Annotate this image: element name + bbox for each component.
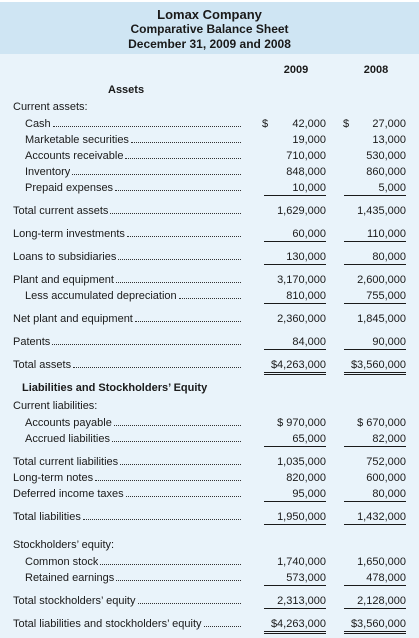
- dot-leader: [114, 425, 241, 426]
- table-row: [0, 617, 419, 633]
- value-2009: 84,000: [264, 335, 326, 350]
- table-row: [0, 149, 419, 165]
- row-label: Total liabilities: [13, 511, 81, 523]
- dot-leader: [179, 298, 241, 299]
- statement-header: [0, 2, 419, 54]
- table-row: [0, 273, 419, 289]
- value-2009: 19,000: [292, 134, 326, 146]
- dot-leader: [116, 580, 241, 581]
- value-2009: 1,950,000: [264, 510, 326, 525]
- row-label: Accrued liabilities: [25, 433, 110, 445]
- dot-leader: [115, 190, 241, 191]
- column-header-2009: 2009: [283, 64, 309, 76]
- dollar-sign: $: [343, 118, 350, 130]
- table-row: [0, 227, 419, 243]
- row-label: Plant and equipment: [13, 274, 114, 286]
- equity-heading: Stockholders’ equity:: [13, 539, 115, 551]
- table-row: [0, 289, 419, 305]
- company-name: Lomax Company: [157, 7, 262, 22]
- table-row: [0, 455, 419, 471]
- value-2009: $ 970,000: [277, 417, 326, 429]
- row-label: Retained earnings: [25, 572, 115, 584]
- row-label: Patents: [13, 336, 51, 348]
- statement-body: [0, 54, 419, 638]
- table-row: [0, 487, 419, 503]
- value-2009: 130,000: [264, 250, 326, 265]
- row-label: Long-term investments: [13, 228, 125, 240]
- table-row: [0, 312, 419, 328]
- value-2009: 573,000: [264, 571, 326, 586]
- row-label: Total current assets: [13, 205, 109, 217]
- dot-leader: [127, 236, 241, 237]
- value-2008: 600,000: [366, 472, 406, 484]
- value-2009: 820,000: [286, 472, 326, 484]
- dot-leader: [112, 441, 241, 442]
- row-label: Total stockholders’ equity: [13, 595, 136, 607]
- value-2009: 710,000: [286, 150, 326, 162]
- table-row: [0, 204, 419, 220]
- table-row: [0, 432, 419, 448]
- row-label: Total assets: [13, 359, 72, 371]
- value-2008: 80,000: [344, 250, 406, 265]
- row-label: Total liabilities and stockholders’ equity: [13, 618, 202, 630]
- dollar-sign: $: [262, 118, 269, 130]
- value-2008: 82,000: [344, 432, 406, 447]
- row-label: Total current liabilities: [13, 456, 119, 468]
- value-2008: 1,650,000: [357, 556, 406, 568]
- value-2009: 3,170,000: [277, 274, 326, 286]
- table-row: [0, 335, 419, 351]
- dot-leader: [126, 496, 241, 497]
- liabilities-heading: Liabilities and Stockholders’ Equity: [22, 382, 208, 394]
- dot-leader: [110, 213, 241, 214]
- value-2008: 860,000: [366, 166, 406, 178]
- value-2008: 478,000: [344, 571, 406, 586]
- current-assets-heading-row: [0, 100, 419, 116]
- row-label: Accounts payable: [25, 417, 112, 429]
- current-liabilities-heading-row: [0, 399, 419, 415]
- table-row: [0, 117, 419, 133]
- statement-title: Comparative Balance Sheet: [130, 22, 289, 36]
- value-2009: 95,000: [264, 487, 326, 502]
- row-label: Common stock: [25, 556, 99, 568]
- table-row: [0, 181, 419, 197]
- table-row: [0, 571, 419, 587]
- dot-leader: [72, 174, 241, 175]
- value-2008: $3,560,000: [344, 358, 406, 375]
- row-label: Marketable securities: [25, 134, 129, 146]
- value-2008: 2,128,000: [344, 594, 406, 609]
- current-liabilities-heading: Current liabilities:: [13, 400, 98, 412]
- value-2008: 90,000: [344, 335, 406, 350]
- row-label: Accounts receivable: [25, 150, 124, 162]
- dot-leader: [135, 321, 241, 322]
- value-2008: 13,000: [372, 134, 406, 146]
- value-2008: 110,000: [344, 227, 406, 242]
- value-2008: 5,000: [344, 181, 406, 196]
- current-assets-heading: Current assets:: [13, 101, 88, 113]
- value-2009: 10,000: [264, 181, 326, 196]
- value-2008: $ 670,000: [357, 417, 406, 429]
- table-row: [0, 555, 419, 571]
- row-label: Long-term notes: [13, 472, 94, 484]
- value-2009: 42,000: [292, 118, 326, 130]
- value-2008: 1,432,000: [344, 510, 406, 525]
- row-label: Inventory: [25, 166, 71, 178]
- table-row: [0, 416, 419, 432]
- value-2009: 1,035,000: [277, 456, 326, 468]
- dot-leader: [116, 282, 241, 283]
- table-row: [0, 133, 419, 149]
- table-row: [0, 594, 419, 610]
- value-2009: $4,263,000: [264, 358, 326, 375]
- value-2008: 530,000: [366, 150, 406, 162]
- value-2009: 1,740,000: [277, 556, 326, 568]
- value-2008: 27,000: [372, 118, 406, 130]
- dot-leader: [73, 367, 241, 368]
- row-label: Deferred income taxes: [13, 488, 124, 500]
- equity-heading-row: [0, 538, 419, 554]
- statement-date: December 31, 2009 and 2008: [128, 37, 291, 51]
- value-2009: 810,000: [264, 289, 326, 304]
- table-row: [0, 510, 419, 526]
- row-label: Cash: [25, 118, 51, 130]
- value-2009: 2,360,000: [277, 313, 326, 325]
- value-2009: 2,313,000: [264, 594, 326, 609]
- dot-leader: [138, 603, 241, 604]
- dot-leader: [125, 158, 241, 159]
- dot-leader: [83, 519, 241, 520]
- value-2008: 2,600,000: [357, 274, 406, 286]
- row-label: Loans to subsidiaries: [13, 251, 117, 263]
- value-2008: $3,560,000: [344, 617, 406, 634]
- table-row: [0, 471, 419, 487]
- value-2008: 1,845,000: [357, 313, 406, 325]
- value-2009: 848,000: [286, 166, 326, 178]
- value-2008: 752,000: [366, 456, 406, 468]
- assets-heading: Assets: [108, 84, 145, 96]
- value-2009: 1,629,000: [277, 205, 326, 217]
- table-row: [0, 250, 419, 266]
- table-row: [0, 165, 419, 181]
- value-2008: 80,000: [344, 487, 406, 502]
- row-label: Less accumulated depreciation: [25, 290, 177, 302]
- dot-leader: [204, 626, 241, 627]
- dot-leader: [53, 126, 241, 127]
- row-label: Net plant and equipment: [13, 313, 133, 325]
- value-2008: 1,435,000: [357, 205, 406, 217]
- dot-leader: [131, 142, 241, 143]
- table-row: [0, 358, 419, 374]
- dot-leader: [52, 344, 241, 345]
- dot-leader: [100, 564, 241, 565]
- value-2009: $4,263,000: [264, 617, 326, 634]
- dot-leader: [120, 464, 241, 465]
- dot-leader: [95, 480, 241, 481]
- value-2009: 65,000: [264, 432, 326, 447]
- value-2008: 755,000: [344, 289, 406, 304]
- row-label: Prepaid expenses: [25, 182, 114, 194]
- column-header-2008: 2008: [363, 64, 389, 76]
- dot-leader: [118, 259, 241, 260]
- value-2009: 60,000: [264, 227, 326, 242]
